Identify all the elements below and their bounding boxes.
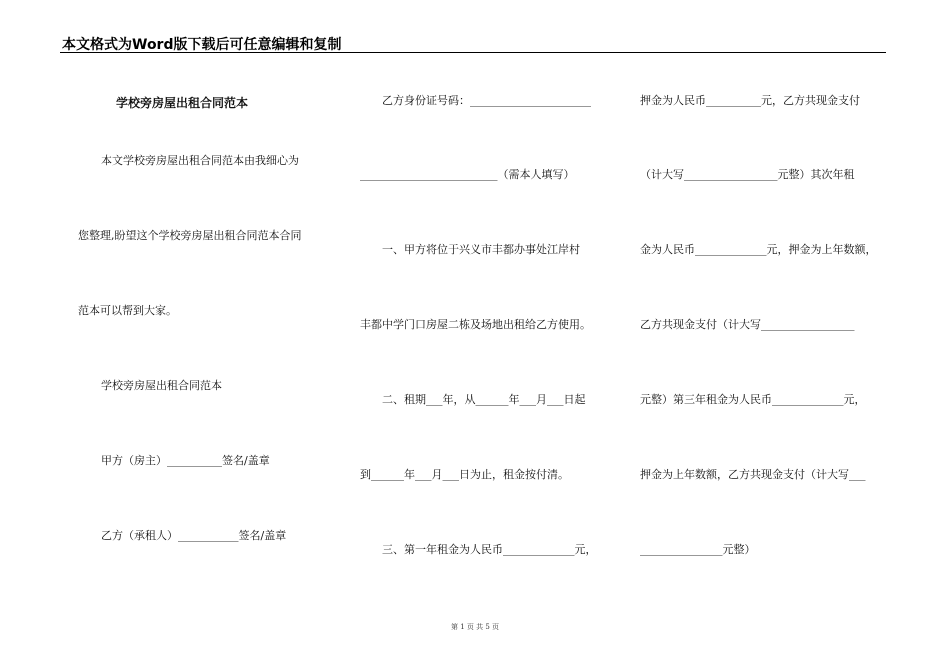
middle-line-2: _________________________（需本人填写） (360, 168, 575, 181)
left-line-3: 范本可以帮到大家。 (78, 304, 177, 317)
left-line-4: 学校旁房屋出租合同范本 (101, 379, 222, 392)
middle-line-5: 二、租期___年，从______年___月___日起 (382, 393, 586, 406)
right-line-4: 乙方共现金支付（计大写_________________ (640, 318, 855, 331)
header-divider (60, 52, 886, 53)
right-line-7: _______________元整） (640, 543, 756, 556)
left-line-5: 甲方（房主）__________签名/盖章 (101, 454, 270, 467)
left-line-6: 乙方（承租人）___________签名/盖章 (101, 529, 287, 542)
right-line-5: 元整）第三年租金为人民币_____________元， (640, 393, 866, 406)
document-title: 学校旁房屋出租合同范本 (116, 96, 249, 110)
page-number-footer: 第 1 页 共 5 页 (450, 623, 500, 631)
left-line-2: 您整理,盼望这个学校旁房屋出租合同范本合同 (78, 229, 302, 242)
middle-line-4: 丰都中学门口房屋二栋及场地出租给乙方使用。 (360, 318, 591, 331)
right-line-1: 押金为人民币__________元，乙方共现金支付 (640, 94, 860, 107)
right-line-6: 押金为上年数额，乙方共现金支付（计大写___ (640, 468, 866, 481)
left-line-1: 本文学校旁房屋出租合同范本由我细心为 (101, 154, 299, 167)
middle-line-6: 到______年___月___日为止，租金按付清。 (360, 468, 569, 481)
right-line-2: （计大写_________________元整）其次年租 (640, 168, 855, 181)
document-header-banner: 本文格式为Word版下载后可任意编辑和复制 (62, 37, 342, 53)
right-line-3: 金为人民币_____________元，押金为上年数额， (640, 243, 877, 256)
middle-line-1: 乙方身份证号码：______________________ (382, 94, 591, 107)
middle-line-3: 一、甲方将位于兴义市丰都办事处江岸村 (382, 243, 580, 256)
middle-line-7: 三、第一年租金为人民币_____________元， (382, 543, 597, 556)
